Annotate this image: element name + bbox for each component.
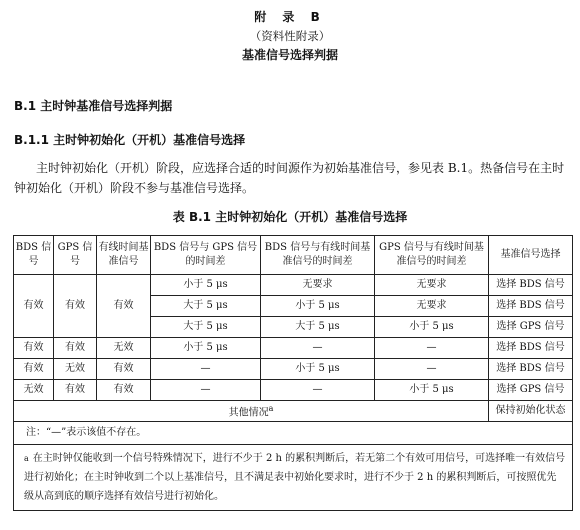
table-note: 注：“—”表示该值不存在。 bbox=[14, 422, 573, 445]
cell-gps-wired-diff: 无要求 bbox=[375, 275, 489, 296]
table-row-other bbox=[14, 401, 573, 422]
cell-gps-wired-diff: 小于 5 μs bbox=[375, 380, 489, 401]
footnote-mark: a bbox=[24, 454, 29, 463]
cell-wired: 有效 bbox=[97, 380, 151, 401]
cell-bds: 有效 bbox=[14, 359, 54, 380]
cell-gps-wired-diff: — bbox=[375, 359, 489, 380]
col-header-bds-gps-diff: BDS 信号与 GPS 信号的时间差 bbox=[151, 236, 261, 275]
cell-gps: 有效 bbox=[54, 338, 97, 359]
appendix-subtitle: 基准信号选择判据 bbox=[241, 48, 338, 62]
reference-signal-table bbox=[13, 235, 573, 511]
col-header-selection: 基准信号选择 bbox=[489, 236, 573, 275]
table-row bbox=[14, 380, 573, 401]
cell-selection: 选择 BDS 信号 bbox=[489, 296, 573, 317]
footnote-ref-a: a bbox=[268, 403, 274, 413]
other-cases-label: 其他情况 bbox=[228, 407, 269, 419]
col-header-bds-wired-diff: BDS 信号与有线时间基准信号的时间差 bbox=[261, 236, 375, 275]
cell-bds-gps-diff: 大于 5 μs bbox=[151, 317, 261, 338]
table-header-row bbox=[14, 236, 573, 275]
cell-wired: 无效 bbox=[97, 338, 151, 359]
table-footnote-row bbox=[14, 445, 573, 511]
table-row bbox=[14, 359, 573, 380]
cell-bds-wired-diff: — bbox=[261, 380, 375, 401]
cell-bds-gps-diff: — bbox=[151, 359, 261, 380]
cell-bds-gps-diff: — bbox=[151, 380, 261, 401]
cell-bds-wired-diff: 无要求 bbox=[261, 275, 375, 296]
cell-selection: 保持初始化状态 bbox=[489, 401, 573, 422]
table-caption: 表 B.1 主时钟初始化（开机）基准信号选择 bbox=[172, 210, 408, 224]
table-row bbox=[14, 275, 573, 296]
cell-selection: 选择 BDS 信号 bbox=[489, 338, 573, 359]
cell-bds: 有效 bbox=[14, 275, 54, 338]
table-row bbox=[14, 338, 573, 359]
cell-bds-wired-diff: 小于 5 μs bbox=[261, 359, 375, 380]
cell-wired: 有效 bbox=[97, 275, 151, 338]
col-header-wired: 有线时间基准信号 bbox=[97, 236, 151, 275]
table-note-row bbox=[14, 422, 573, 445]
cell-bds-gps-diff: 小于 5 μs bbox=[151, 338, 261, 359]
col-header-bds: BDS 信号 bbox=[14, 236, 54, 275]
cell-wired: 有效 bbox=[97, 359, 151, 380]
other-cases-cell bbox=[14, 401, 489, 422]
appendix-type: （资料性附录） bbox=[249, 29, 331, 43]
col-header-gps-wired-diff: GPS 信号与有线时间基准信号的时间差 bbox=[375, 236, 489, 275]
cell-bds-gps-diff: 小于 5 μs bbox=[151, 275, 261, 296]
cell-bds: 无效 bbox=[14, 380, 54, 401]
cell-selection: 选择 BDS 信号 bbox=[489, 275, 573, 296]
cell-bds-wired-diff: 小于 5 μs bbox=[261, 296, 375, 317]
cell-gps-wired-diff: 小于 5 μs bbox=[375, 317, 489, 338]
cell-selection: 选择 GPS 信号 bbox=[489, 317, 573, 338]
cell-selection: 选择 GPS 信号 bbox=[489, 380, 573, 401]
appendix-title: 附 录 B bbox=[254, 10, 326, 24]
cell-selection: 选择 BDS 信号 bbox=[489, 359, 573, 380]
cell-gps: 无效 bbox=[54, 359, 97, 380]
cell-bds-wired-diff: 大于 5 μs bbox=[261, 317, 375, 338]
cell-bds: 有效 bbox=[14, 338, 54, 359]
table-footnote: 在主时钟仅能收到一个信号特殊情况下，进行不少于 2 h 的累积判断后，若无第二个有效可用信号，可选择唯一有效信号进行初始化；在主时钟收到二个以上基准信号，且不满足表中初始化要求时，进行不少于 2 h 的累积判断后，可按照优先级从高到底的顺序选择有效信号进行初始化。 bbox=[24, 453, 566, 502]
cell-gps: 有效 bbox=[54, 380, 97, 401]
cell-gps: 有效 bbox=[54, 275, 97, 338]
section-heading-b11: B.1.1 主时钟初始化（开机）基准信号选择 bbox=[14, 133, 246, 147]
cell-bds-wired-diff: — bbox=[261, 338, 375, 359]
cell-gps-wired-diff: 无要求 bbox=[375, 296, 489, 317]
section-heading-b1: B.1 主时钟基准信号选择判据 bbox=[14, 99, 173, 113]
cell-gps-wired-diff: — bbox=[375, 338, 489, 359]
cell-bds-gps-diff: 大于 5 μs bbox=[151, 296, 261, 317]
col-header-gps: GPS 信号 bbox=[54, 236, 97, 275]
body-paragraph: 主时钟初始化（开机）阶段，应选择合适的时间源作为初始基准信号，参见表 B.1。热备信号在主时钟初始化（开机）阶段不参与基准信号选择。 bbox=[14, 161, 565, 195]
table-footnote-cell bbox=[14, 445, 573, 511]
